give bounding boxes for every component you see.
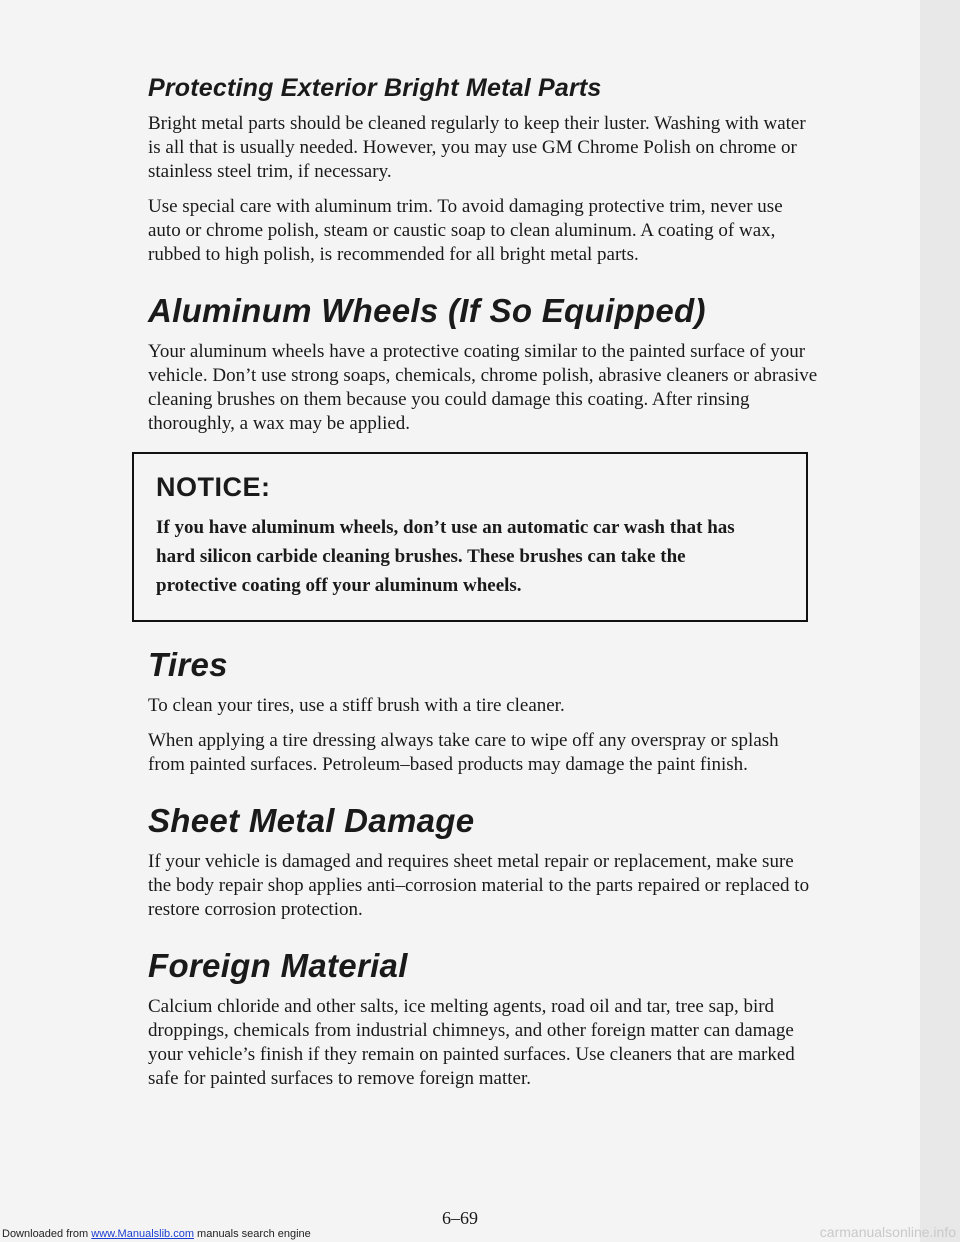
paragraph: Calcium chloride and other salts, ice melting agents, road oil and tar, tree sap, bird droppings, chemicals from industrial chimneys, and other foreign matter can damage your vehicle’s finish if they remain on painted surfaces. Use cleaners that are marked safe for painted surfaces to remove foreign matter. [148,996,795,1089]
heading-sheet-metal-damage: Sheet Metal Damage [148,802,475,839]
page-content [148,74,818,1102]
notice-text: If you have aluminum wheels, don’t use an automatic car wash that has hard silicon carbide cleaning brushes. These brushes can take the protective coating off your aluminum wheels. [156,517,735,596]
footer-prefix: Downloaded from [2,1228,92,1240]
watermark: carmanualsonline.info [819,1224,956,1240]
download-footer [2,1228,311,1240]
paragraph: Your aluminum wheels have a protective coating similar to the painted surface of your vehicle. Don’t use strong soaps, chemicals, chrome polish, abrasive cleaners or abrasive cleaning brushes on them because you could damage this coating. After rinsing thoroughly, a wax may be applied. [148,341,818,434]
manualslib-link[interactable]: www.Manualslib.com [91,1228,194,1240]
footer-suffix: manuals search engine [193,1228,311,1240]
notice-box [132,452,808,622]
paragraph: To clean your tires, use a stiff brush with a tire cleaner. [148,695,565,716]
heading-tires: Tires [148,646,228,683]
heading-protecting-exterior: Protecting Exterior Bright Metal Parts [148,74,602,102]
heading-aluminum-wheels: Aluminum Wheels (If So Equipped) [148,292,706,329]
heading-foreign-material: Foreign Material [148,947,408,984]
paragraph: Use special care with aluminum trim. To avoid damaging protective trim, never use auto or chrome polish, steam or caustic soap to clean aluminum. A coating of wax, rubbed to high polish, is recommended for all bright metal parts. [148,196,783,265]
paragraph: When applying a tire dressing always take care to wipe off any overspray or splash from painted surfaces. Petroleum–based products may damage the paint finish. [148,730,779,775]
notice-title: NOTICE: [156,472,271,502]
paragraph: If your vehicle is damaged and requires sheet metal repair or replacement, make sure the body repair shop applies anti–corrosion material to the parts repaired or replaced to restore corrosion protection. [148,851,810,920]
paragraph: Bright metal parts should be cleaned regularly to keep their luster. Washing with water is all that is usually needed. However, you may use GM Chrome Polish on chrome or stainless steel trim, if necessary. [148,113,806,182]
page-number: 6–69 [442,1208,478,1228]
